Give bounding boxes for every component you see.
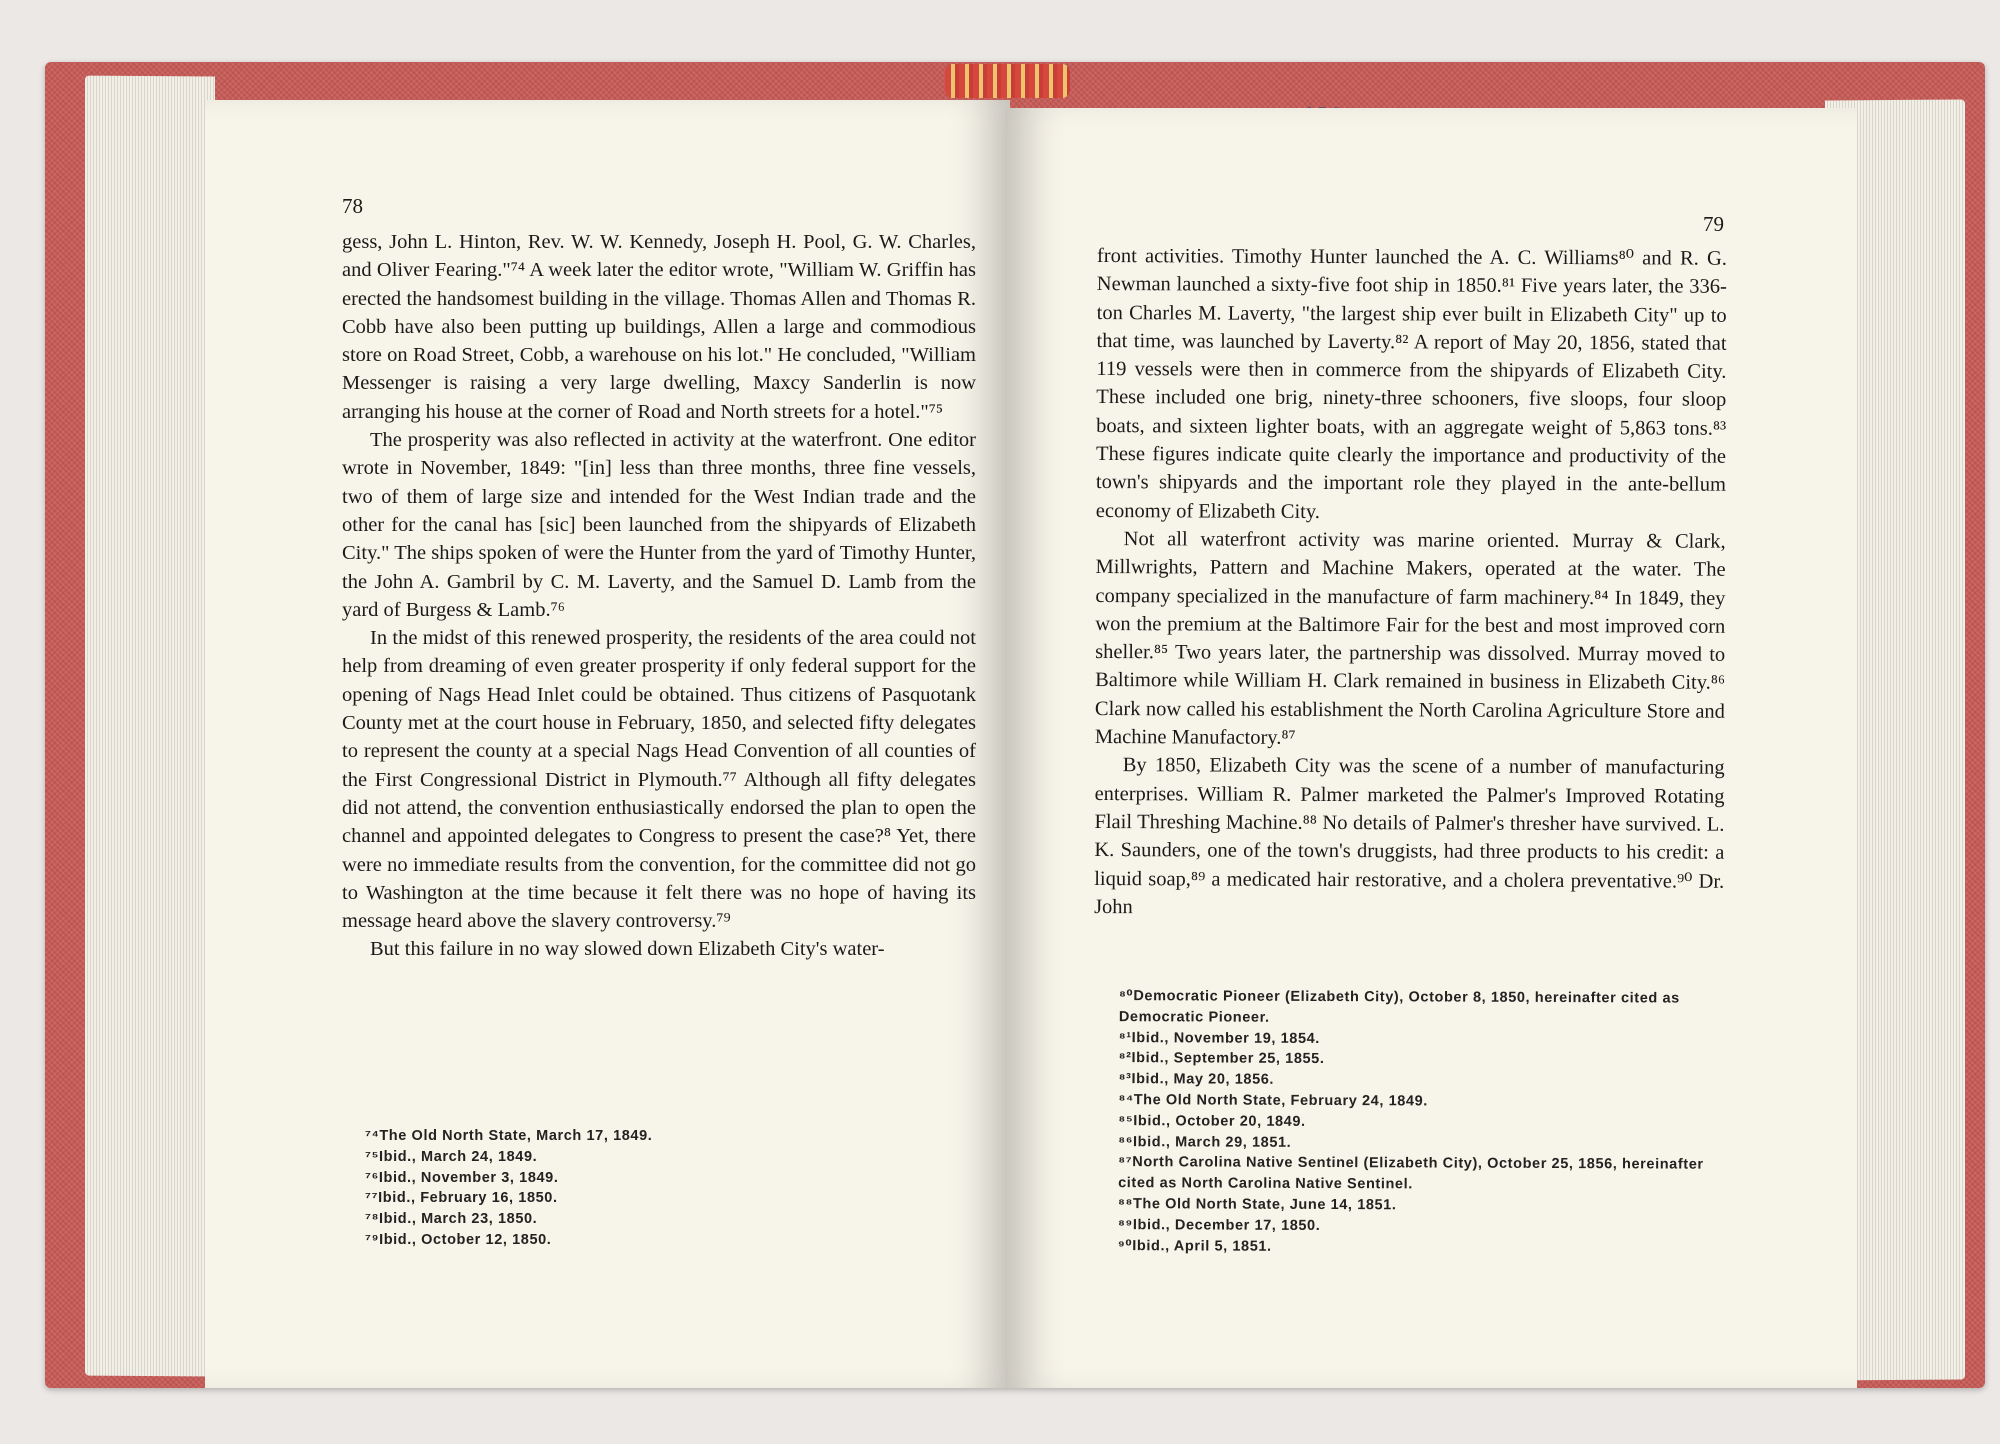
- left-page: [205, 100, 1010, 1388]
- paragraph: But this failure in no way slowed down Elizabeth City's water-: [370, 938, 885, 961]
- paragraph: gess, John L. Hinton, Rev. W. W. Kennedy, Joseph H. Pool, G. W. Charles, and Oliver Fearing."⁷⁴ A week later the editor wrote, "William W. Griffin has erected the handsomest building in the village. Thomas Allen and Thomas R. Cobb have also been putting up buildings, Allen a large and commodious store on Road Street, Cobb, a warehouse on his lot." He concluded, "William Messenger is raising a very large dwelling, Maxcy Sanderlin is now arranging his house at the corner of Road and North streets for a hotel."⁷⁵: [342, 231, 976, 423]
- paragraph: By 1850, Elizabeth City was the scene of a number of manufacturing enterprises. William R. Palmer marketed the Palmer's Improved Rotating Flail Threshing Machine.⁸⁸ No details of Palmer's thresher have survived. L. K. Saunders, one of the town's druggists, had three products to his credit: a liquid soap,⁸⁹ a medicated hair restorative, and a cholera preventative.⁹⁰ Dr. John: [1094, 754, 1725, 918]
- footnote: ⁸²Ibid., September 25, 1855.: [1118, 1050, 1325, 1068]
- footnote: ⁸³Ibid., May 20, 1856.: [1118, 1071, 1275, 1088]
- paragraph: The prosperity was also reflected in activity at the waterfront. One editor wrote in November, 1849: "[in] less than three months, three fine vessels, two of them of large size and intended for the West Indian trade and the other for the canal has [sic] been launched from the shipyards of Elizabeth City." The ships spoken of were the Hunter from the yard of Timothy Hunter, the John A. Gambril by C. M. Laverty, and the Samuel D. Lamb from the yard of Burgess & Lamb.⁷⁶: [342, 429, 976, 621]
- page-number: 78: [342, 194, 363, 218]
- paragraph: front activities. Timothy Hunter launched the A. C. Williams⁸⁰ and R. G. Newman launched a sixty-five foot ship in 1850.⁸¹ Five years later, the 336-ton Charles M. Laverty, "the largest ship ever built in Elizabeth City" up to that time, was launched by Laverty.⁸² A report of May 20, 1856, stated that 119 vessels were then in commerce from the shipyards of Elizabeth City. These included one brig, ninety-three schooners, five sloops, four sloop boats, and sixteen lighter boats, with an aggregate weight of 5,863 tons.⁸³ These figures indicate quite clearly the importance and productivity of the town's shipyards and the important role they played in the ante-bellum economy of Elizabeth City.: [1095, 244, 1727, 523]
- footnote: ⁸⁶Ibid., March 29, 1851.: [1118, 1133, 1292, 1151]
- footnote: ⁷⁴The Old North State, March 17, 1849.: [365, 1128, 653, 1144]
- left-footnotes: [365, 1126, 965, 1251]
- headband: [945, 64, 1070, 98]
- footnote: ⁸⁴The Old North State, February 24, 1849.: [1118, 1092, 1428, 1110]
- right-footnotes: [1094, 986, 1735, 1259]
- right-body-text: [1094, 242, 1727, 924]
- page-edges-left: [85, 76, 215, 1377]
- footnote: ⁸⁵Ibid., October 20, 1849.: [1118, 1112, 1306, 1130]
- footnote: ⁹⁰Ibid., April 5, 1851.: [1117, 1237, 1272, 1255]
- footnote: ⁸⁷North Carolina Native Sentinel (Elizabeth City), October 25, 1856, hereinafter cited as North Carolina Native Sentinel.: [1118, 1154, 1704, 1193]
- paragraph: In the midst of this renewed prosperity, the residents of the area could not help from dreaming of even greater prosperity if only federal support for the opening of Nags Head Inlet could be obtained. Thus citizens of Pasquotank County met at the court house in February, 1850, and selected fifty delegates to represent the county at a special Nags Head Convention of all counties of the First Congressional District in Plymouth.⁷⁷ Although all fifty delegates did not attend, the convention enthusiastically endorsed the plan to open the channel and appointed delegates to Congress to present the case?⁸ Yet, there were no immediate results from the convention, for the committee did not go to Washington at the time because it felt there was no hope of having its message heard above the slavery controversy.⁷⁹: [342, 627, 976, 933]
- page-number: 79: [1703, 212, 1724, 236]
- footnote: ⁸⁹Ibid., December 17, 1850.: [1117, 1216, 1321, 1234]
- footnote: ⁷⁵Ibid., March 24, 1849.: [365, 1148, 538, 1165]
- paragraph: Not all waterfront activity was marine oriented. Murray & Clark, Millwrights, Pattern and Machine Makers, operated at the water. The company specialized in the manufacture of farm machinery.⁸⁴ In 1849, they won the premium at the Baltimore Fair for the best and most improved corn sheller.⁸⁵ Two years later, the partnership was dissolved. Murray moved to Baltimore while William H. Clark remained in business in Elizabeth City.⁸⁶ Clark now called his establishment the North Carolina Agriculture Store and Machine Manufactory.⁸⁷: [1094, 528, 1726, 749]
- footnote: ⁷⁹Ibid., October 12, 1850.: [365, 1231, 552, 1248]
- left-body-text: [342, 228, 976, 964]
- footnote: ⁸⁸The Old North State, June 14, 1851.: [1118, 1196, 1397, 1214]
- footnote: ⁷⁶Ibid., November 3, 1849.: [365, 1169, 559, 1186]
- right-page: [1005, 108, 1857, 1388]
- footnote: ⁷⁸Ibid., March 23, 1850.: [365, 1211, 538, 1228]
- footnote: ⁸¹Ibid., November 19, 1854.: [1118, 1029, 1320, 1047]
- footnote: ⁷⁷Ibid., February 16, 1850.: [365, 1190, 558, 1207]
- footnote: ⁸⁰Democratic Pioneer (Elizabeth City), October 8, 1850, hereinafter cited as Democratic Pioneer.: [1118, 988, 1680, 1026]
